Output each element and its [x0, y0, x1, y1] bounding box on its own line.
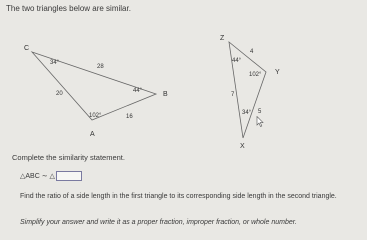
side-ca-label: 20 [56, 91, 63, 97]
vertex-b-label: B [163, 91, 168, 98]
vertex-c-label: C [24, 45, 30, 52]
side-cb-label: 28 [97, 64, 104, 70]
similarity-answer-input[interactable] [56, 171, 82, 181]
side-zy-label: 4 [250, 49, 254, 55]
angle-a-label: 102° [89, 113, 102, 119]
vertex-y-label: Y [275, 69, 280, 76]
similarity-statement-prompt: Complete the similarity statement. [12, 153, 125, 162]
angle-y-label: 102° [249, 72, 262, 78]
ratio-prompt: Find the ratio of a side length in the first triangle to its corresponding side length in the second triangle. [20, 193, 337, 200]
side-zx-label: 7 [231, 92, 235, 98]
similarity-statement-row [20, 171, 82, 181]
angle-x-label: 34° [242, 110, 252, 116]
angle-c-label: 34° [50, 60, 60, 66]
vertex-a-label: A [90, 131, 95, 138]
mouse-pointer-icon [256, 116, 264, 127]
similarity-prefix: △ABC ∼ △ [20, 173, 55, 180]
question-intro: The two triangles below are similar. [6, 4, 131, 13]
angle-b-label: 44° [133, 88, 143, 94]
vertex-z-label: Z [220, 35, 225, 42]
simplify-instructions: Simplify your answer and write it as a proper fraction, improper fraction, or whole number. [20, 219, 297, 226]
angle-z-label: 44° [232, 58, 242, 64]
vertex-x-label: X [240, 143, 245, 150]
side-yx-label: 5 [258, 109, 262, 115]
side-ab-label: 16 [126, 114, 133, 120]
